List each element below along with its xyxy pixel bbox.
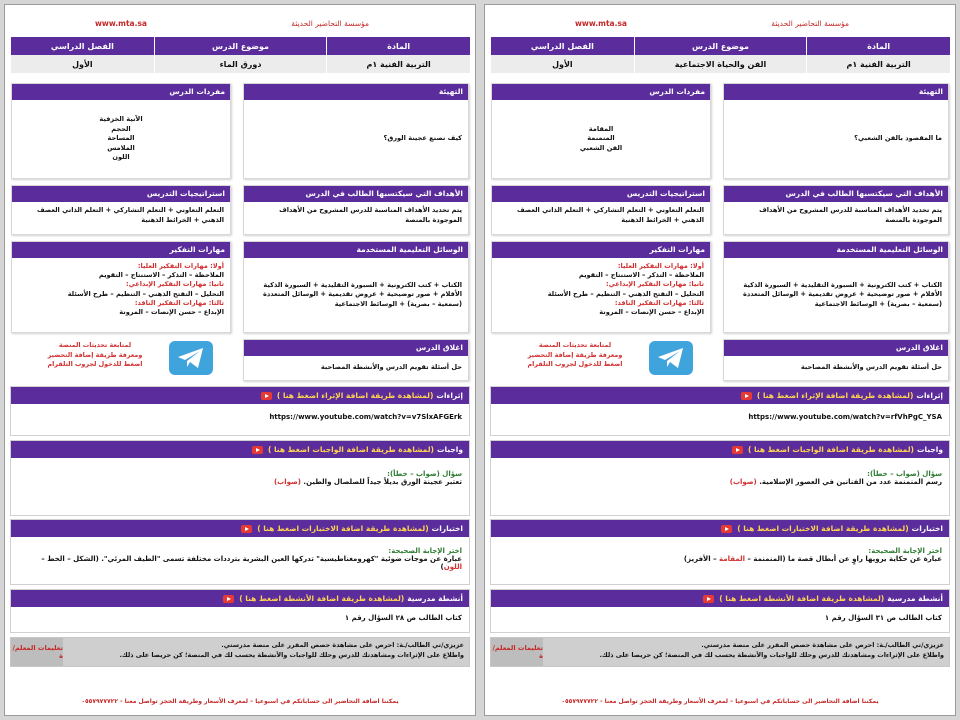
activities-text: كتاب الطالب ص ٣١ السؤال رقم ١ xyxy=(824,614,942,622)
subject-value: التربية الفنية ١م xyxy=(806,55,950,73)
footer-text: يمكننا اضافة التحاضير الى حساباتكم في اسبوعيا – لمعرف الأسعار وطريقة الحجز تواصل معنا - ٠٥٥٧٩٧٧٧٢٢ xyxy=(81,698,399,705)
homework-title: واجبات xyxy=(436,445,463,454)
telegram-promo[interactable]: لمتابعة تحديثات المنصة ومعرفة طريقة إضافة التحضير اضغط للدخول لجروب التلقرام xyxy=(47,341,143,369)
youtube-icon[interactable] xyxy=(223,595,234,603)
vocab-item: المساحة xyxy=(107,134,135,143)
lesson-sheet-right xyxy=(484,4,956,716)
notes-line-1: عزيزي/تي الطالب/ـة: احرص على مشاهدة حصص المقرر على منصة مدرستي. xyxy=(701,641,944,649)
closing-header: اغلاق الدرس xyxy=(724,340,948,356)
vocab-item: المقامة xyxy=(588,124,614,133)
vocab-header: مفردات الدرس xyxy=(12,84,230,100)
footer-text: يمكننا اضافة التحاضير الى حساباتكم في اسبوعيا – لمعرف الأسعار وطريقة الحجز تواصل معنا - ٠٥٥٧٩٧٧٧٢٢ xyxy=(561,698,879,705)
vocab-list xyxy=(492,100,710,178)
topic-value: دورق الماء xyxy=(154,55,327,73)
vocab-item: الملامس xyxy=(107,143,135,152)
enrichment-title: إثراءات xyxy=(916,391,943,400)
subject-value: التربية الفنية ١م xyxy=(326,55,470,73)
enrichment-section xyxy=(490,386,950,436)
homework-section xyxy=(490,440,950,516)
exam-question: عبارة عن موجات ضوئية "كهرومغناطيسية" تدركها العين البشرية بترددات مختلفة تسمى "الطيف المرئي". (الشكل – الخط – xyxy=(41,555,462,563)
topic-value: الفن والحياة الاجتماعية xyxy=(634,55,807,73)
youtube-icon[interactable] xyxy=(261,392,272,400)
teacher-notes-label: تعليمات المعلم/ة xyxy=(491,638,543,666)
vocab-item: الفن الشعبي xyxy=(579,143,623,152)
enrichment-help-link[interactable]: (لمشاهدة طريقة اضافة الإثراء اضغط هنا ) xyxy=(276,391,434,400)
youtube-icon[interactable] xyxy=(721,525,732,533)
goals-header: الأهداف التي سيكتسبها الطالب في الدرس xyxy=(724,186,948,202)
lesson-sheet-left xyxy=(4,4,476,716)
vocab-card xyxy=(491,83,711,179)
enrichment-help-link[interactable]: (لمشاهدة طريقة اضافة الإثراء اضغط هنا ) xyxy=(756,391,914,400)
intro-card xyxy=(243,83,469,179)
exam-question-end: ) xyxy=(440,563,444,571)
thinking-card xyxy=(11,241,231,333)
vocab-item: اللون xyxy=(112,153,130,162)
thinking-critical-text: الإبداع – حسن الإنصات – المرونة xyxy=(119,308,224,317)
youtube-icon[interactable] xyxy=(703,595,714,603)
enrichment-section xyxy=(10,386,470,436)
youtube-icon[interactable] xyxy=(252,446,263,454)
exam-question: عبارة عن حكاية يرويها راوٍ عن أبطال قصة ما (المنمنمة – xyxy=(744,555,942,563)
semester-value: الأول xyxy=(490,55,634,73)
teacher-notes-label: تعليمات المعلم/ة xyxy=(11,638,63,666)
site-link[interactable]: www.mta.sa xyxy=(575,19,627,28)
vocab-header: مفردات الدرس xyxy=(492,84,710,100)
tf-question-label: سؤال (صواب – خطأ): xyxy=(867,470,942,478)
strategies-header: استراتيجيات التدريس xyxy=(12,186,230,202)
closing-card xyxy=(723,339,949,381)
topic-header: موضوع الدرس xyxy=(634,37,807,55)
intro-card xyxy=(723,83,949,179)
lesson-info-table xyxy=(10,37,470,73)
youtube-icon[interactable] xyxy=(241,525,252,533)
exam-answer: المقامة xyxy=(719,555,745,563)
activities-help-link[interactable]: (لمشاهدة طريقة اضافة الأنشطة اضغط هنا ) xyxy=(239,594,405,603)
subject-header: المادة xyxy=(326,37,470,55)
lesson-info-table xyxy=(490,37,950,73)
choose-question-label: اختر الإجابة الصحيحة: xyxy=(868,547,942,555)
goals-header: الأهداف التي سيكتسبها الطالب في الدرس xyxy=(244,186,468,202)
vocab-item: المنمنمة xyxy=(587,134,615,143)
thinking-higher-text: الملاحظة – التذكر – الاستنتاج – التقويم xyxy=(578,271,704,280)
subject-header: المادة xyxy=(806,37,950,55)
closing-text: حل أسئلة تقويم الدرس والأنشطة المصاحبة xyxy=(800,363,942,371)
thinking-critical-title: ثالثا: مهارات التفكير الناقد: xyxy=(134,298,224,307)
goals-card xyxy=(243,185,469,235)
org-name: مؤسسة التحاضير الحديثة xyxy=(771,19,849,28)
strategies-header: استراتيجيات التدريس xyxy=(492,186,710,202)
enrichment-url[interactable]: https://www.youtube.com/watch?v=rfVhPgC_YSA xyxy=(748,413,942,421)
aids-header: الوسائل التعليمية المستخدمة xyxy=(244,242,468,258)
telegram-promo[interactable]: لمتابعة تحديثات المنصة ومعرفة طريقة إضافة التحضير اضغط للدخول لجروب التلقرام xyxy=(527,341,623,369)
homework-answer: (صواب) xyxy=(729,478,757,486)
teacher-notes xyxy=(10,637,470,667)
thinking-creative-title: ثانيا: مهارات التفكير الإبداعي: xyxy=(605,280,704,289)
choose-question-label: اختر الإجابة الصحيحة: xyxy=(388,547,462,555)
activities-section xyxy=(490,589,950,633)
enrichment-url[interactable]: https://www.youtube.com/watch?v=v7SlxAFGErk xyxy=(269,413,462,421)
exam-help-link[interactable]: (لمشاهدة طريقة اضافة الاختبارات اضغط هنا ) xyxy=(257,524,429,533)
notes-line-1: عزيزي/تي الطالب/ـة: احرص على مشاهدة حصص المقرر على منصة مدرستي. xyxy=(221,641,464,649)
vocab-list xyxy=(12,100,230,178)
aids-text: الكتاب + كتب الكترونية + السبورة التقليدية + السبورة الذكية الأقلام + صور توضيحية + عروض تقديمية + الوسائل المتعددة (سمعية – بصرية) + الوسائط الاجتماعية xyxy=(262,280,462,308)
enrichment-title: إثراءات xyxy=(436,391,463,400)
semester-header: الفصل الدراسي xyxy=(490,37,634,55)
aids-header: الوسائل التعليمية المستخدمة xyxy=(724,242,948,258)
aids-text: الكتاب + كتب الكترونية + السبورة التقليدية + السبورة الذكية الأقلام + صور توضيحية + عروض تقديمية + الوسائل المتعددة (سمعية – بصرية) + الوسائط الاجتماعية xyxy=(742,280,942,308)
goals-card xyxy=(723,185,949,235)
teacher-notes xyxy=(490,637,950,667)
site-link[interactable]: www.mta.sa xyxy=(95,19,147,28)
vocab-card xyxy=(11,83,231,179)
exam-title: اختبارات xyxy=(911,524,943,533)
strategies-card xyxy=(11,185,231,235)
homework-question: رسم المنمنمة عدد من الفنانين في العصور الإسلامية. xyxy=(759,478,942,486)
vocab-item: الحجم xyxy=(111,124,131,133)
homework-section xyxy=(10,440,470,516)
exam-title: اختبارات xyxy=(431,524,463,533)
closing-header: اغلاق الدرس xyxy=(244,340,468,356)
strategies-text: التعلم التعاوني + التعلم التشاركي + التعلم الذاتي العصف الذهني + الخرائط الذهنية xyxy=(37,206,224,224)
intro-header: التهيئة xyxy=(724,84,948,100)
thinking-creative-text: التحليل – التفتح الذهني – التنظيم – طرح الأسئلة xyxy=(67,289,224,298)
tf-question-label: سؤال (صواب – خطأ): xyxy=(387,470,462,478)
goals-text: يتم تحديد الأهداف المناسبة للدرس المشروح من الأهداف الموجودة بالمنصة xyxy=(279,206,462,224)
homework-help-link[interactable]: (لمشاهدة طريقة اضافة الواجبات اضغط هنا ) xyxy=(747,445,914,454)
topic-header: موضوع الدرس xyxy=(154,37,327,55)
aids-card xyxy=(723,241,949,333)
notes-line-2: واطلاع على الإثراءات ومشاهدتك للدرس وحلك للواجبات والأنشطة يحسب لك في المنصة؛ كن حريصا على ذلك. xyxy=(119,650,464,659)
notes-line-2: واطلاع على الإثراءات ومشاهدتك للدرس وحلك للواجبات والأنشطة يحسب لك في المنصة؛ كن حريصا على ذلك. xyxy=(599,650,944,659)
exam-answer: اللون xyxy=(443,563,462,571)
intro-text: كيف نصنع عجينة الورق؟ xyxy=(383,134,462,143)
thinking-higher-text: الملاحظة – التذكر – الاستنتاج – التقويم xyxy=(98,271,224,280)
activities-section xyxy=(10,589,470,633)
semester-value: الأول xyxy=(10,55,154,73)
thinking-higher-title: أولا: مهارات التفكير العليا: xyxy=(617,262,704,270)
thinking-card xyxy=(491,241,711,333)
exam-question-end: – الأفريز) xyxy=(683,555,720,563)
thinking-critical-title: ثالثا: مهارات التفكير الناقد: xyxy=(614,298,704,307)
strategies-card xyxy=(491,185,711,235)
thinking-higher-title: أولا: مهارات التفكير العليا: xyxy=(137,262,224,270)
org-name: مؤسسة التحاضير الحديثة xyxy=(291,19,369,28)
closing-text: حل أسئلة تقويم الدرس والأنشطة المصاحبة xyxy=(320,363,462,371)
intro-header: التهيئة xyxy=(244,84,468,100)
activities-title: أنشطة مدرسية xyxy=(887,594,943,603)
youtube-icon[interactable] xyxy=(732,446,743,454)
goals-text: يتم تحديد الأهداف المناسبة للدرس المشروح من الأهداف الموجودة بالمنصة xyxy=(759,206,942,224)
exam-help-link[interactable]: (لمشاهدة طريقة اضافة الاختبارات اضغط هنا ) xyxy=(737,524,909,533)
homework-title: واجبات xyxy=(916,445,943,454)
thinking-header: مهارات التفكير xyxy=(12,242,230,258)
thinking-creative-text: التحليل – التفتح الذهني – التنظيم – طرح الأسئلة xyxy=(547,289,704,298)
strategies-text: التعلم التعاوني + التعلم التشاركي + التعلم الذاتي العصف الذهني + الخرائط الذهنية xyxy=(517,206,704,224)
thinking-creative-title: ثانيا: مهارات التفكير الإبداعي: xyxy=(125,280,224,289)
exam-section xyxy=(10,519,470,585)
exam-section xyxy=(490,519,950,585)
closing-card xyxy=(243,339,469,381)
aids-card xyxy=(243,241,469,333)
homework-help-link[interactable]: (لمشاهدة طريقة اضافة الواجبات اضغط هنا ) xyxy=(267,445,434,454)
activities-text: كتاب الطالب ص ٢٨ السؤال رقم ١ xyxy=(344,614,462,622)
telegram-icon[interactable] xyxy=(649,341,693,375)
activities-help-link[interactable]: (لمشاهدة طريقة اضافة الأنشطة اضغط هنا ) xyxy=(719,594,885,603)
youtube-icon[interactable] xyxy=(741,392,752,400)
vocab-item: الآنية الخزفية xyxy=(99,115,143,124)
intro-text: ما المقصود بالفن الشعبي؟ xyxy=(854,134,942,143)
homework-question: تعتبر عجينة الورق بديلاً جيداً للصلصال والطين. xyxy=(303,478,462,486)
activities-title: أنشطة مدرسية xyxy=(407,594,463,603)
thinking-header: مهارات التفكير xyxy=(492,242,710,258)
homework-answer: (صواب) xyxy=(273,478,301,486)
telegram-icon[interactable] xyxy=(169,341,213,375)
thinking-critical-text: الإبداع – حسن الإنصات – المرونة xyxy=(599,308,704,317)
semester-header: الفصل الدراسي xyxy=(10,37,154,55)
